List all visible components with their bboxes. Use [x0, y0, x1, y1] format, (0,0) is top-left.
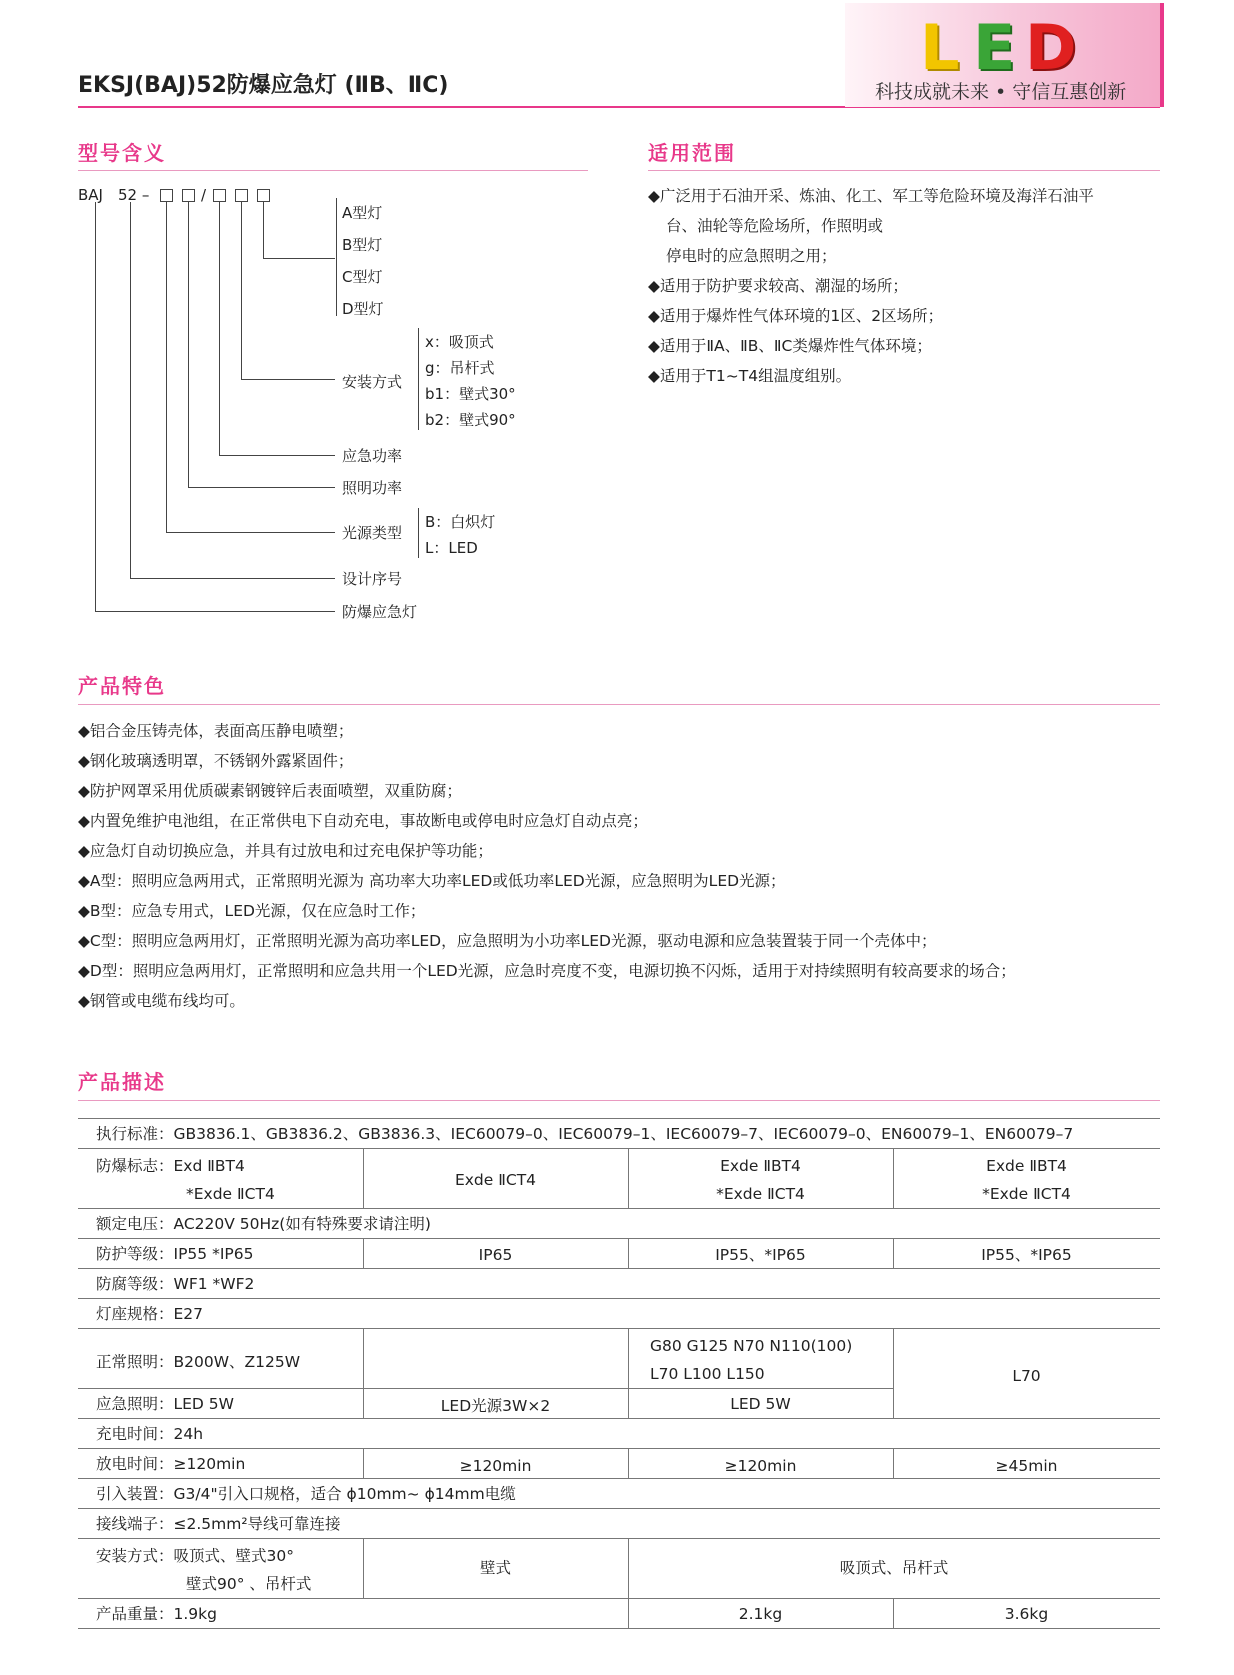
table-border [78, 1238, 1160, 1239]
scope-item: ◆适用于T1~T4组温度组别。 [648, 367, 852, 385]
feature-item: ◆C型：照明应急两用灯，正常照明光源为高功率LED，应急照明为小功率LED光源，驱动电源和应急装置装于同一个壳体中； [78, 932, 937, 950]
section-rule-features [78, 704, 1160, 705]
feature-item: ◆钢管或电缆布线均可。 [78, 992, 245, 1010]
feature-item: ◆应急灯自动切换应急，并具有过放电和过充电保护等功能； [78, 842, 493, 860]
table-cell: 吸顶式、吊杆式 [839, 1559, 949, 1577]
scope-item: 停电时的应急照明之用； [666, 247, 837, 265]
table-cell: IP55、*IP65 [715, 1246, 806, 1264]
logo-letter-e: E [973, 11, 1016, 84]
table-border [78, 1598, 1160, 1599]
table-border [78, 1298, 1160, 1299]
leader-emergency-power [219, 202, 220, 455]
table-cell: *Exde ⅡCT4 [716, 1185, 805, 1203]
table-cell: 壁式 [479, 1559, 511, 1577]
model-slash: / [201, 186, 207, 204]
table-border [78, 1118, 1160, 1119]
label-install-x: x：吸顶式 [425, 333, 494, 351]
leader-explosion-lamp [95, 202, 96, 611]
logo-slogan: 科技成就未来 • 守信互惠创新 [875, 81, 1127, 103]
table-cell: *Exde ⅡCT4 [982, 1185, 1071, 1203]
code-box-lighting-power [182, 189, 195, 202]
table-border [78, 1268, 1160, 1269]
table-cell: 产品重量：1.9kg [96, 1605, 217, 1623]
table-cell-standard: 执行标准：GB3836.1、GB3836.2、GB3836.3、IEC60079–0、IEC60079–1、IEC60079–7、IEC60079–0、EN60079–1、EN60079–7 [96, 1125, 1074, 1143]
label-lighting-power: 照明功率 [342, 479, 403, 497]
table-cell: IP65 [478, 1246, 513, 1264]
section-rule-description [78, 1100, 1160, 1101]
table-cell: 安装方式：吸顶式、壁式30° [96, 1547, 294, 1565]
scope-item: 台、油轮等危险场所，作照明或 [666, 217, 884, 235]
table-cell: L70 [1012, 1367, 1041, 1385]
label-emergency-power: 应急功率 [342, 447, 403, 465]
table-cell: LED光源3W×2 [440, 1397, 551, 1415]
table-cell: *Exde ⅡCT4 [186, 1185, 275, 1203]
leader-lighting-power-h [188, 487, 335, 488]
table-border [78, 1148, 1160, 1149]
label-light-source: 光源类型 [342, 524, 403, 542]
table-cell-charge-time: 充电时间：24h [96, 1425, 204, 1443]
section-title-scope: 适用范围 [648, 141, 736, 165]
page-title: EKSJ(BAJ)52防爆应急灯 (ⅡB、ⅡC) [78, 73, 449, 98]
code-box-install [235, 189, 248, 202]
section-rule-model [78, 170, 588, 171]
feature-item: ◆A型：照明应急两用式，正常照明光源为 高功率大功率LED或低功率LED光源，应急照明为LED光源； [78, 872, 786, 890]
table-cell-inlet: 引入装置：G3/4"引入口规格，适合 ϕ10mm~ ϕ14mm电缆 [96, 1485, 516, 1503]
label-install-b2: b2：壁式90° [425, 411, 516, 429]
feature-item: ◆钢化玻璃透明罩，不锈钢外露紧固件； [78, 752, 354, 770]
table-cell: 正常照明：B200W、Z125W [96, 1353, 301, 1371]
table-cell-lampholder: 灯座规格：E27 [96, 1305, 204, 1323]
table-cell: ≥45min [995, 1457, 1058, 1475]
table-cell: ≥120min [459, 1457, 532, 1475]
table-border [78, 1208, 1160, 1209]
table-cell: Exde ⅡCT4 [454, 1171, 537, 1189]
table-cell: ≥120min [724, 1457, 797, 1475]
feature-item: ◆内置免维护电池组，在正常供电下自动充电，事故断电或停电时应急灯自动点亮； [78, 812, 648, 830]
section-title-description: 产品描述 [78, 1070, 166, 1094]
table-border [78, 1418, 1160, 1419]
bracket-install [418, 328, 419, 430]
scope-item: ◆适用于爆炸性气体环境的1区、2区场所； [648, 307, 944, 325]
leader-design-no [130, 202, 131, 578]
table-cell: 3.6kg [1004, 1605, 1049, 1623]
led-logo [845, 3, 1164, 107]
table-cell-voltage: 额定电压：AC220V 50Hz(如有特殊要求请注明) [96, 1215, 431, 1233]
model-prefix: BAJ [78, 186, 103, 204]
section-title-features: 产品特色 [78, 674, 166, 698]
table-cell-terminal: 接线端子：≤2.5mm²导线可靠连接 [96, 1515, 341, 1533]
leader-light-source [166, 202, 167, 532]
feature-item: ◆B型：应急专用式，LED光源，仅在应急时工作； [78, 902, 426, 920]
scope-item: ◆适用于ⅡA、ⅡB、ⅡC类爆炸性气体环境； [648, 337, 932, 355]
logo-letter-l: L [920, 11, 960, 84]
table-cell: Exde ⅡBT4 [986, 1157, 1067, 1175]
table-cell: Exde ⅡBT4 [720, 1157, 801, 1175]
table-border [78, 1478, 1160, 1479]
code-box-light-source [160, 189, 173, 202]
table-cell: L70 L100 L150 [650, 1365, 765, 1383]
scope-item: ◆广泛用于石油开采、炼油、化工、军工等危险环境及海洋石油平 [648, 187, 1094, 205]
label-type-b: B型灯 [342, 236, 383, 254]
model-number: 52 – [118, 186, 150, 204]
leader-emergency-power-h [219, 455, 335, 456]
label-explosion-lamp: 防爆应急灯 [342, 603, 418, 621]
feature-item: ◆铝合金压铸壳体，表面高压静电喷塑； [78, 722, 354, 740]
table-cell: LED 5W [730, 1395, 791, 1413]
table-border [78, 1628, 1160, 1629]
table-border [78, 1328, 1160, 1329]
table-cell: 2.1kg [738, 1605, 783, 1623]
table-cell: G80 G125 N70 N110(100) [650, 1337, 853, 1355]
label-type-c: C型灯 [342, 268, 383, 286]
table-cell: 放电时间：≥120min [96, 1455, 246, 1473]
label-ls-l: L：LED [425, 539, 478, 557]
label-install: 安装方式 [342, 373, 403, 391]
leader-type-h [263, 258, 335, 259]
table-border [78, 1538, 1160, 1539]
label-design-no: 设计序号 [342, 570, 403, 588]
table-border [78, 1448, 1160, 1449]
leader-install-h [241, 379, 335, 380]
table-border [78, 1388, 893, 1389]
table-cell: IP55、*IP65 [981, 1246, 1072, 1264]
leader-lighting-power [188, 202, 189, 487]
code-box-emergency-power [213, 189, 226, 202]
table-cell: 壁式90° 、吊杆式 [186, 1575, 312, 1593]
leader-design-no-h [130, 578, 335, 579]
table-cell-anticorrosion: 防腐等级：WF1 *WF2 [96, 1275, 255, 1293]
feature-item: ◆防护网罩采用优质碳素钢镀锌后表面喷塑，双重防腐； [78, 782, 462, 800]
label-install-b1: b1：壁式30° [425, 385, 516, 403]
label-ls-b: B：白炽灯 [425, 513, 496, 531]
logo-letter-d: D [1025, 11, 1077, 84]
table-cell: 防护等级：IP55 *IP65 [96, 1245, 254, 1263]
label-type-d: D型灯 [342, 300, 384, 318]
bracket-light-source [418, 508, 419, 558]
leader-type [263, 202, 264, 258]
section-rule-scope [648, 170, 1160, 171]
table-border [78, 1508, 1160, 1509]
feature-item: ◆D型：照明应急两用灯，正常照明和应急共用一个LED光源，应急时亮度不变，电源切换不闪烁，适用于对持续照明有较高要求的场合； [78, 962, 1016, 980]
section-title-model: 型号含义 [78, 141, 166, 165]
leader-explosion-lamp-h [95, 611, 335, 612]
table-cell: 防爆标志：Exd ⅡBT4 [96, 1157, 245, 1175]
label-type-a: A型灯 [342, 204, 383, 222]
bracket-type [336, 198, 337, 316]
scope-item: ◆适用于防护要求较高、潮湿的场所； [648, 277, 908, 295]
table-cell: 应急照明：LED 5W [96, 1395, 234, 1413]
label-install-g: g：吊杆式 [425, 359, 495, 377]
code-box-type [257, 189, 270, 202]
leader-light-source-h [166, 532, 335, 533]
leader-install [241, 202, 242, 379]
